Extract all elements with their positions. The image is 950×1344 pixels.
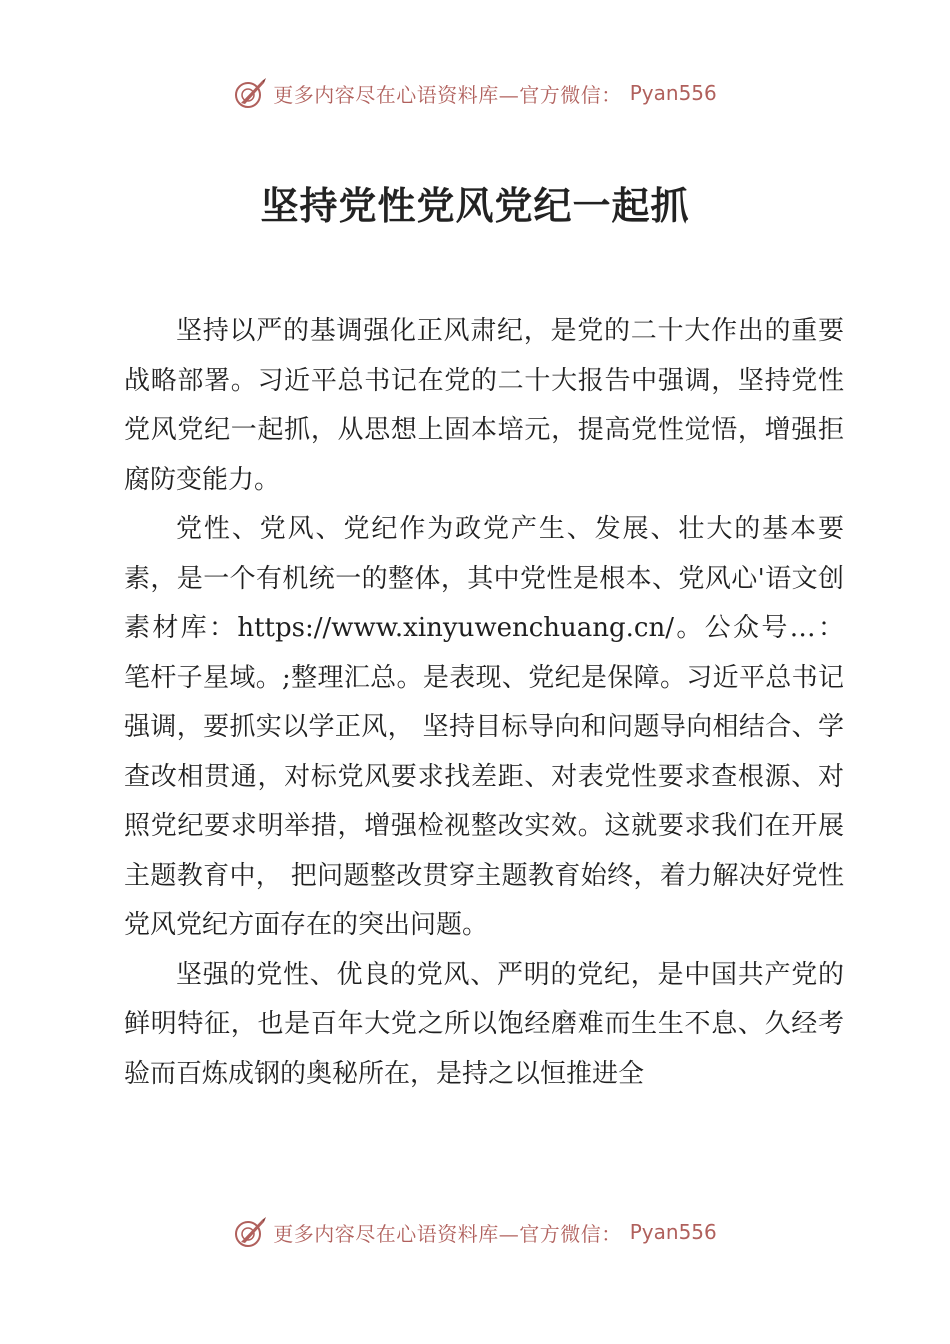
paragraph-3: 坚强的党性、优良的党风、严明的党纪，是中国共产党的鲜明特征，也是百年大党之所以饱经磨难而生生不息、久经考验而百炼成钢的奥秘所在，是持之以恒推进全: [124, 959, 844, 1089]
footer-watermark-text: 更多内容尽在心语资料库—官方微信：: [273, 1221, 622, 1246]
header-watermark-id: Pyan556: [629, 81, 717, 105]
quill-logo-icon: [233, 1215, 267, 1249]
paragraph-1: 坚持以严的基调强化正风肃纪，是党的二十大作出的重要战略部署。习近平总书记在党的二十大报告中强调，坚持党性党风党纪一起抓，从思想上固本培元，提高党性觉悟，增强拒腐防变能力。: [124, 316, 844, 495]
footer-watermark: [0, 1212, 950, 1252]
quill-logo-icon: [233, 76, 267, 110]
document-body: [124, 307, 844, 1099]
document-title: 坚持党性党风党纪一起抓: [260, 184, 690, 228]
paragraph-2: 党性、党风、党纪作为政党产生、发展、壮大的基本要素，是一个有机统一的整体，其中党性是根本、党风心'语文创素材库：https://www.xinyuwenchuang.cn/。公众号…：笔杆子星域。;整理汇总。是表现、党纪是保障。习近平总书记强调，要抓实以学正风， 坚持目标导向和问题导向相结合、学查改相贯通，对标党风要求找差距、对表党性要求查根源、对照党纪要求明举措，增强检视整改实效。这就要求我们在开展主题教育中， 把问题整改贯穿主题教育始终，着力解决好党性党风党纪方面存在的突出问题。: [124, 514, 844, 940]
footer-watermark-id: Pyan556: [629, 1220, 717, 1244]
header-watermark-text: 更多内容尽在心语资料库—官方微信：: [273, 82, 622, 107]
header-watermark: [0, 73, 950, 113]
